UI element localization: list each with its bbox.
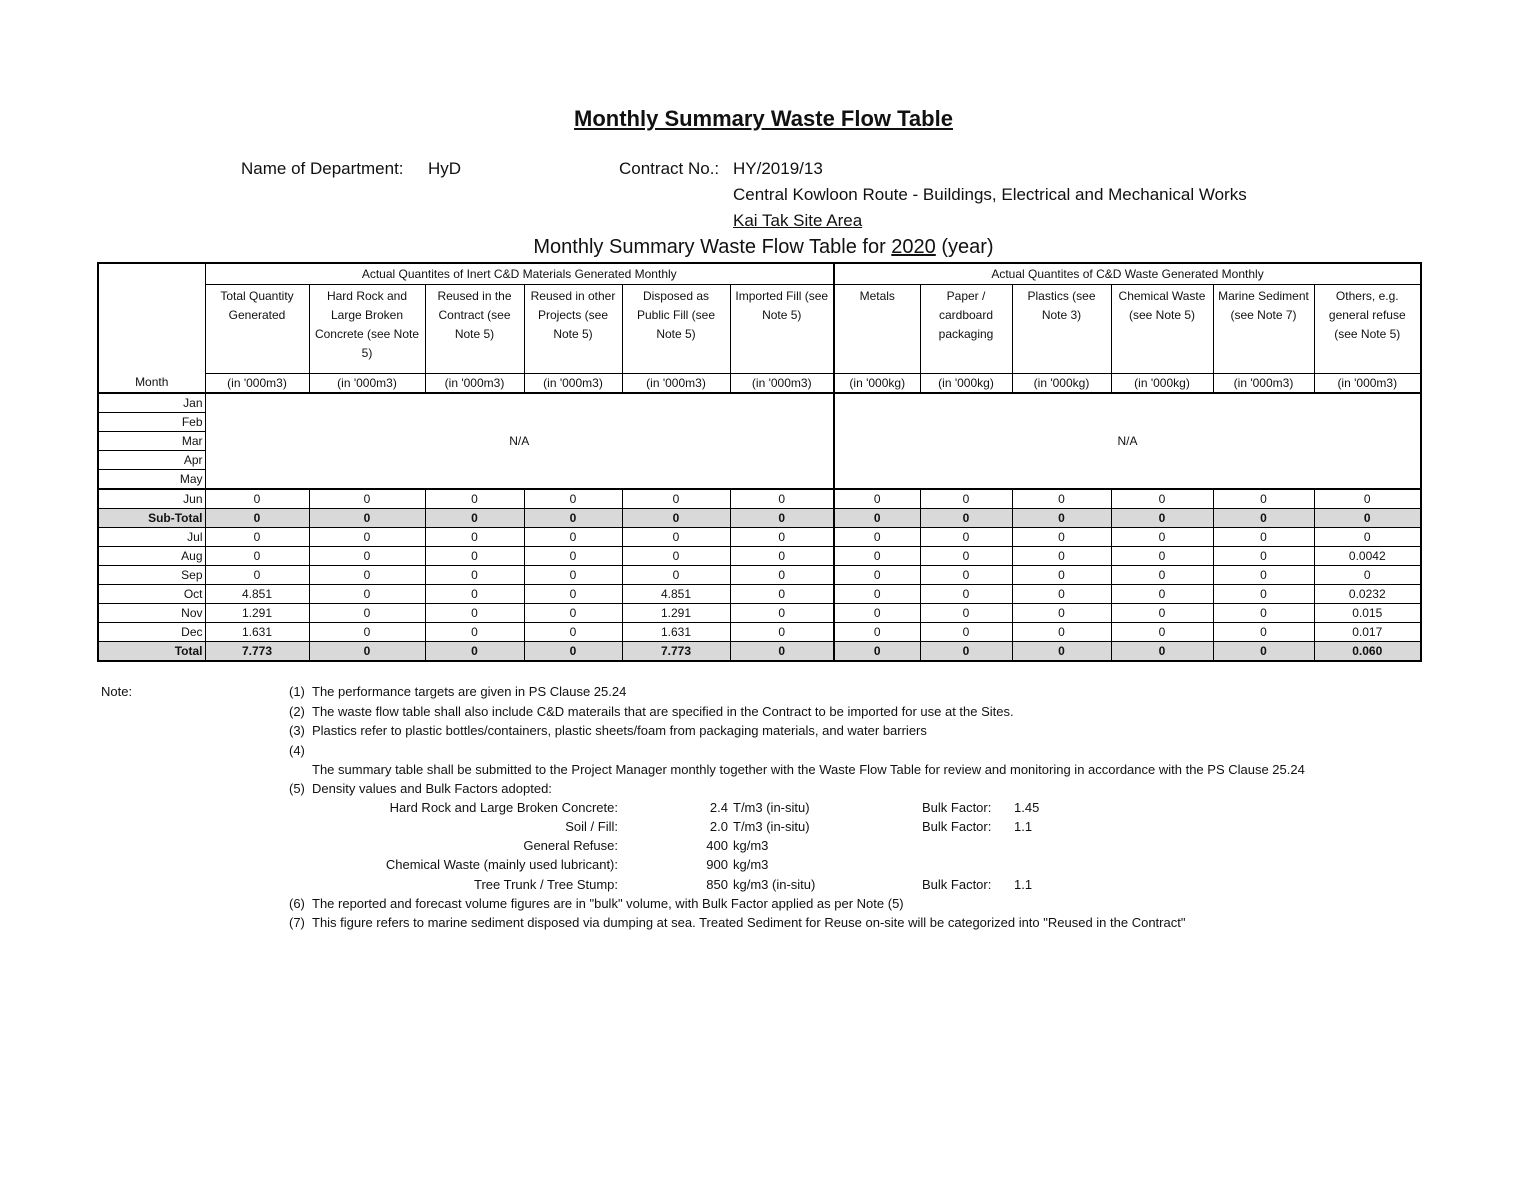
column-header: Others, e.g. general refuse (see Note 5) <box>1314 285 1421 374</box>
table-cell: 0 <box>1314 489 1421 509</box>
table-cell: 0 <box>309 547 425 566</box>
column-unit: (in '000m3) <box>524 374 622 394</box>
bulk-factor-label: Bulk Factor: <box>922 819 992 834</box>
table-cell: 0 <box>1213 623 1314 642</box>
density-label: General Refuse: <box>523 838 618 853</box>
density-unit: kg/m3 <box>733 857 769 872</box>
table-cell: 0 <box>1213 566 1314 585</box>
table-cell: 0 <box>425 528 524 547</box>
table-row <box>98 547 1421 566</box>
contract-number: HY/2019/13 <box>733 159 823 178</box>
table-cell: 0 <box>1111 623 1213 642</box>
table-cell: 0 <box>920 528 1012 547</box>
note-text: The performance targets are given in PS Clause 25.24 <box>312 684 627 699</box>
notes-label: Note: <box>101 684 133 699</box>
table-cell: 0 <box>834 489 920 509</box>
table-cell: 0 <box>730 489 834 509</box>
note-text: This figure refers to marine sediment disposed via dumping at sea. Treated Sediment for Reuse on-site will be categorized into "Reused in the Contract" <box>312 915 1186 930</box>
density-label: Hard Rock and Large Broken Concrete: <box>389 800 618 815</box>
table-cell: 0 <box>425 604 524 623</box>
column-unit: (in '000m3) <box>425 374 524 394</box>
table-cell: 0 <box>1213 585 1314 604</box>
table-cell: 0 <box>1012 489 1111 509</box>
table-cell: 4.851 <box>205 585 309 604</box>
na-waste-cell: N/A <box>834 393 1421 489</box>
group-waste-header: Actual Quantites of C&D Waste Generated Monthly <box>834 263 1421 285</box>
table-cell: 0 <box>1111 566 1213 585</box>
column-unit: (in '000m3) <box>309 374 425 394</box>
table-cell: 0 <box>622 509 730 528</box>
table-row <box>98 604 1421 623</box>
table-cell: 0 <box>205 566 309 585</box>
density-value: 850 <box>706 877 728 892</box>
table-cell: 0 <box>524 642 622 662</box>
table-cell: 0 <box>309 585 425 604</box>
site-area: Kai Tak Site Area <box>733 211 863 230</box>
table-cell: 0 <box>309 528 425 547</box>
table-cell: 0 <box>425 623 524 642</box>
table-cell: 1.291 <box>205 604 309 623</box>
table-cell: 0 <box>1111 604 1213 623</box>
column-unit: (in '000kg) <box>1012 374 1111 394</box>
row-month: Jul <box>98 528 205 547</box>
table-cell: 0 <box>524 528 622 547</box>
table-cell: 0 <box>1111 642 1213 662</box>
total-row <box>98 642 1421 662</box>
density-unit: kg/m3 <box>733 838 769 853</box>
table-cell: 0.015 <box>1314 604 1421 623</box>
table-cell: 0.0042 <box>1314 547 1421 566</box>
density-value: 900 <box>706 857 728 872</box>
table-cell: 0 <box>205 489 309 509</box>
table-cell: 0 <box>309 604 425 623</box>
department-value: HyD <box>428 159 462 178</box>
table-cell: 0 <box>1213 642 1314 662</box>
density-label: Soil / Fill: <box>565 819 618 834</box>
table-cell: 0 <box>920 489 1012 509</box>
table-cell: 0 <box>730 642 834 662</box>
note-number: (7) <box>289 915 305 930</box>
table-cell: 0 <box>524 566 622 585</box>
table-cell: 0 <box>1213 489 1314 509</box>
table-cell: 0 <box>834 623 920 642</box>
note-text: The reported and forecast volume figures are in "bulk" volume, with Bulk Factor applied as per Note (5) <box>312 896 904 911</box>
row-month: Aug <box>98 547 205 566</box>
table-cell: 0 <box>1012 509 1111 528</box>
unit-row <box>98 374 1421 394</box>
note-number: (6) <box>289 896 305 911</box>
bulk-factor-value: 1.1 <box>1014 819 1033 834</box>
table-cell: 0 <box>309 566 425 585</box>
subtitle-year: 2020 <box>891 236 936 258</box>
waste-flow-table <box>97 262 1422 662</box>
table-cell: 7.773 <box>205 642 309 662</box>
table-cell: 0 <box>1012 547 1111 566</box>
table-cell: 0 <box>730 547 834 566</box>
row-month: Total <box>98 642 205 662</box>
table-cell: 0 <box>1213 547 1314 566</box>
table-cell: 0 <box>834 566 920 585</box>
table-cell: 0 <box>730 566 834 585</box>
column-header: Reused in the Contract (see Note 5) <box>425 285 524 374</box>
column-unit: (in '000m3) <box>205 374 309 394</box>
table-cell: 0 <box>1213 509 1314 528</box>
table-cell: 0 <box>205 528 309 547</box>
table-cell: 0 <box>1314 566 1421 585</box>
table-cell: 0 <box>524 489 622 509</box>
table-cell: 0 <box>425 489 524 509</box>
note-text: Density values and Bulk Factors adopted: <box>312 781 552 796</box>
table-cell: 0 <box>1012 623 1111 642</box>
table-cell: 0 <box>622 547 730 566</box>
table-row <box>98 393 1421 413</box>
table-cell: 0 <box>1111 509 1213 528</box>
table-cell: 1.631 <box>205 623 309 642</box>
table-cell: 0 <box>1012 585 1111 604</box>
table-cell: 0 <box>1012 604 1111 623</box>
column-header: Disposed as Public Fill (see Note 5) <box>622 285 730 374</box>
table-cell: 0 <box>920 509 1012 528</box>
column-header: Metals <box>834 285 920 374</box>
table-cell: 0 <box>1012 566 1111 585</box>
table-cell: 1.291 <box>622 604 730 623</box>
table-cell: 0 <box>1213 528 1314 547</box>
table-cell: 0 <box>730 623 834 642</box>
row-month: Mar <box>98 432 205 451</box>
column-unit: (in '000kg) <box>920 374 1012 394</box>
table-cell: 0 <box>1012 642 1111 662</box>
table-cell: 0 <box>425 509 524 528</box>
table-cell: 0 <box>622 489 730 509</box>
column-header: Reused in other Projects (see Note 5) <box>524 285 622 374</box>
column-header: Hard Rock and Large Broken Concrete (see Note 5) <box>309 285 425 374</box>
table-cell: 0 <box>834 547 920 566</box>
table-row <box>98 528 1421 547</box>
table-cell: 0 <box>730 509 834 528</box>
table-cell: 0 <box>834 528 920 547</box>
table-cell: 0 <box>524 509 622 528</box>
table-cell: 4.851 <box>622 585 730 604</box>
table-subtitle <box>0 236 1527 259</box>
table-cell: 0 <box>622 528 730 547</box>
column-unit: (in '000m3) <box>1213 374 1314 394</box>
table-cell: 0 <box>730 585 834 604</box>
column-unit: (in '000kg) <box>1111 374 1213 394</box>
row-month: Apr <box>98 451 205 470</box>
column-header: Chemical Waste (see Note 5) <box>1111 285 1213 374</box>
department-label: Name of Department: <box>241 159 404 178</box>
table-cell: 0 <box>834 509 920 528</box>
row-month: Nov <box>98 604 205 623</box>
density-unit: T/m3 (in-situ) <box>733 819 810 834</box>
row-month: May <box>98 470 205 490</box>
table-cell: 0 <box>622 566 730 585</box>
table-cell: 0 <box>524 604 622 623</box>
table-cell: 7.773 <box>622 642 730 662</box>
table-cell: 0 <box>920 604 1012 623</box>
density-value: 2.0 <box>709 819 728 834</box>
table-cell: 0 <box>1111 528 1213 547</box>
table-cell: 0 <box>834 642 920 662</box>
na-inert-cell: N/A <box>205 393 834 489</box>
table-cell: 0 <box>1314 509 1421 528</box>
row-month: Dec <box>98 623 205 642</box>
table-row <box>98 623 1421 642</box>
table-cell: 0 <box>1111 489 1213 509</box>
subtitle-suffix: (year) <box>941 236 994 258</box>
table-cell: 0 <box>834 604 920 623</box>
contract-description: Central Kowloon Route - Buildings, Electrical and Mechanical Works <box>733 185 1247 204</box>
bulk-factor-value: 1.45 <box>1014 800 1040 815</box>
density-label: Tree Trunk / Tree Stump: <box>473 877 618 892</box>
table-cell: 0 <box>309 489 425 509</box>
density-unit: T/m3 (in-situ) <box>733 800 810 815</box>
table-cell: 0 <box>425 642 524 662</box>
row-month: Oct <box>98 585 205 604</box>
note-number: (3) <box>289 723 305 738</box>
table-cell: 0 <box>1314 528 1421 547</box>
table-cell: 0 <box>524 585 622 604</box>
month-header: Month <box>98 263 205 393</box>
bulk-factor-value: 1.1 <box>1014 877 1033 892</box>
table-cell: 0.0232 <box>1314 585 1421 604</box>
table-cell: 0 <box>309 623 425 642</box>
table-cell: 1.631 <box>622 623 730 642</box>
column-unit: (in '000m3) <box>622 374 730 394</box>
table-cell: 0 <box>920 623 1012 642</box>
table-cell: 0 <box>1111 547 1213 566</box>
table-cell: 0 <box>425 566 524 585</box>
row-month: Jan <box>98 393 205 413</box>
note-number: (5) <box>289 781 305 796</box>
table-row <box>98 585 1421 604</box>
page-title: Monthly Summary Waste Flow Table <box>574 106 953 131</box>
note-number: (1) <box>289 684 305 699</box>
density-label: Chemical Waste (mainly used lubricant): <box>385 857 618 872</box>
table-cell: 0 <box>1213 604 1314 623</box>
table-cell: 0 <box>730 604 834 623</box>
table-cell: 0 <box>524 547 622 566</box>
bulk-factor-label: Bulk Factor: <box>922 800 992 815</box>
table-cell: 0.060 <box>1314 642 1421 662</box>
density-unit: kg/m3 (in-situ) <box>733 877 816 892</box>
column-header: Marine Sediment (see Note 7) <box>1213 285 1314 374</box>
table-cell: 0 <box>425 585 524 604</box>
table-cell: 0 <box>920 547 1012 566</box>
table-cell: 0 <box>425 547 524 566</box>
density-value: 400 <box>706 838 728 853</box>
column-unit: (in '000m3) <box>730 374 834 394</box>
column-header-row <box>98 285 1421 374</box>
table-cell: 0 <box>920 585 1012 604</box>
row-month: Feb <box>98 413 205 432</box>
row-month: Sub-Total <box>98 509 205 528</box>
subtitle-prefix: Monthly Summary Waste Flow Table for <box>533 236 886 258</box>
table-cell: 0 <box>920 642 1012 662</box>
subtotal-row <box>98 509 1421 528</box>
note-text: Plastics refer to plastic bottles/containers, plastic sheets/foam from packaging materials, and water barriers <box>312 723 927 738</box>
table-cell: 0 <box>205 509 309 528</box>
note-text: The waste flow table shall also include C&D materails that are specified in the Contract to be imported for use at the Sites. <box>312 704 1014 719</box>
column-header: Imported Fill (see Note 5) <box>730 285 834 374</box>
contract-label: Contract No.: <box>619 159 720 178</box>
bulk-factor-label: Bulk Factor: <box>922 877 992 892</box>
column-unit: (in '000m3) <box>1314 374 1421 394</box>
column-header: Paper / cardboard packaging <box>920 285 1012 374</box>
group-inert-header: Actual Quantites of Inert C&D Materials Generated Monthly <box>205 263 834 285</box>
table-cell: 0 <box>1111 585 1213 604</box>
density-value: 2.4 <box>709 800 728 815</box>
note-number: (2) <box>289 704 305 719</box>
table-row <box>98 489 1421 509</box>
table-cell: 0 <box>834 585 920 604</box>
table-cell: 0 <box>920 566 1012 585</box>
table-cell: 0 <box>205 547 309 566</box>
row-month: Jun <box>98 489 205 509</box>
table-row <box>98 566 1421 585</box>
table-cell: 0 <box>524 623 622 642</box>
table-cell: 0.017 <box>1314 623 1421 642</box>
column-header: Plastics (see Note 3) <box>1012 285 1111 374</box>
row-month: Sep <box>98 566 205 585</box>
table-cell: 0 <box>730 528 834 547</box>
note-number: (4) <box>289 743 305 758</box>
table-cell: 0 <box>309 642 425 662</box>
column-header: Total Quantity Generated <box>205 285 309 374</box>
group-header-row <box>98 263 1421 285</box>
column-unit: (in '000kg) <box>834 374 920 394</box>
table-cell: 0 <box>309 509 425 528</box>
note-text: The summary table shall be submitted to the Project Manager monthly together with the Waste Flow Table for review and monitoring in accordance with the PS Clause 25.24 <box>312 762 1305 777</box>
table-cell: 0 <box>1012 528 1111 547</box>
